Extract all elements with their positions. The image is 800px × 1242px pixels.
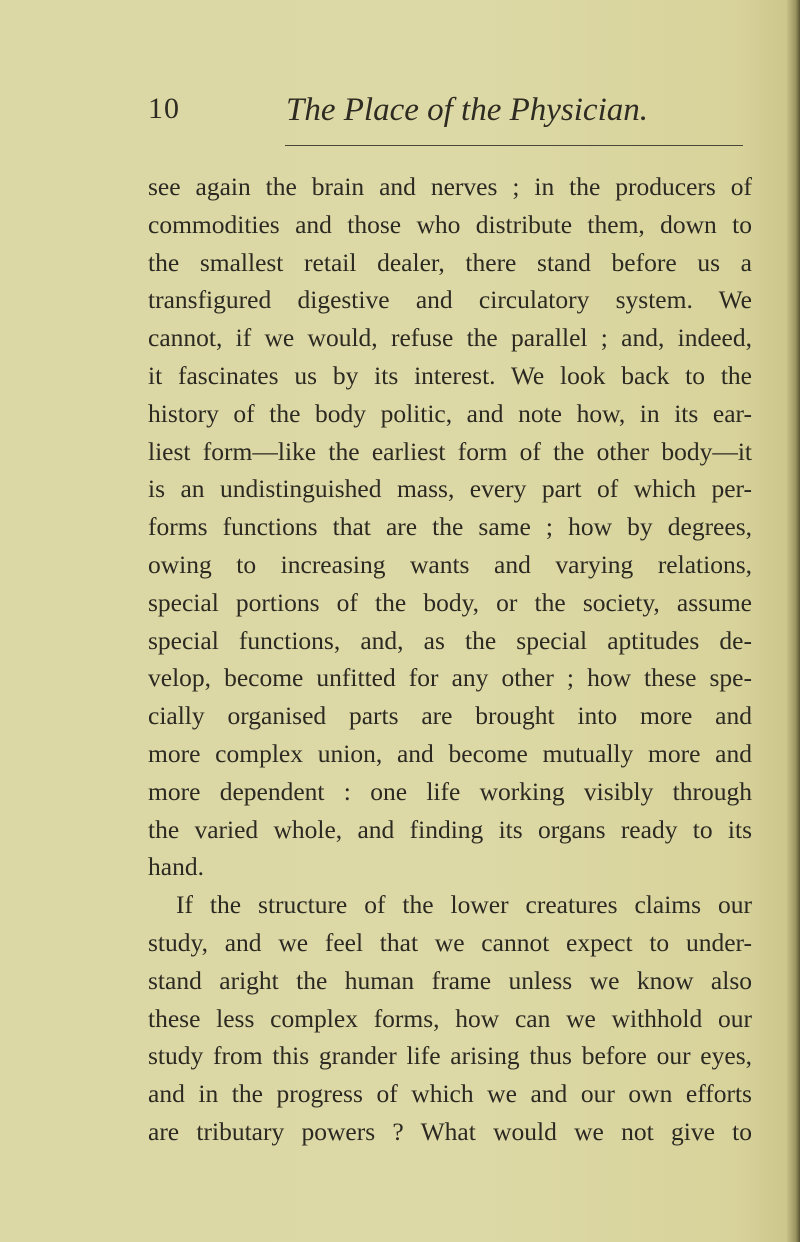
text-line: owing to increasing wants and varying relations,	[148, 549, 752, 579]
text-line: see again the brain and nerves ; in the producers of	[148, 172, 752, 201]
text-line: and in the progress of which we and our own efforts	[148, 1079, 752, 1109]
text-line: forms functions that are the same ; how by degrees,	[148, 512, 752, 542]
text-line: more complex union, and become mutually more and	[148, 738, 752, 768]
text-line: stand aright the human frame unless we know also	[148, 965, 752, 995]
text-line: cannot, if we would, refuse the parallel ; and, indeed,	[148, 323, 752, 353]
text-line: cially organised parts are brought into more and	[148, 701, 752, 731]
text-line: commodities and those who distribute them, down to	[148, 209, 752, 239]
header-rule	[285, 145, 743, 146]
text-line: more dependent : one life working visibly through	[148, 776, 752, 806]
text-line: is an undistinguished mass, every part of which per-	[148, 474, 752, 504]
page-number: 10	[148, 92, 180, 125]
text-line: liest form—like the earliest form of the other body—it	[148, 436, 752, 466]
text-line: these less complex forms, how can we withhold our	[148, 1003, 752, 1033]
page-header	[148, 92, 744, 132]
text-line: special functions, and, as the special aptitudes de-	[148, 625, 752, 655]
text-line: transfigured digestive and circulatory system. We	[148, 285, 752, 315]
text-line: If the structure of the lower creatures claims our	[176, 890, 752, 920]
text-line: velop, become unfitted for any other ; how these spe-	[148, 663, 752, 693]
text-line: study, and we feel that we cannot expect to under-	[148, 927, 752, 957]
text-line: history of the body politic, and note how, in its ear-	[148, 398, 752, 428]
text-line: hand.	[148, 852, 204, 882]
body-text	[148, 168, 752, 1151]
paragraph-1	[148, 168, 752, 886]
text-line: the smallest retail dealer, there stand before us a	[148, 247, 752, 277]
running-title: The Place of the Physician.	[286, 92, 648, 128]
text-line: are tributary powers ? What would we not give to	[148, 1116, 752, 1146]
text-line: special portions of the body, or the society, assume	[148, 587, 752, 617]
page-edge-shadow	[786, 0, 800, 1242]
text-line: it fascinates us by its interest. We look back to the	[148, 360, 752, 390]
paragraph-2	[148, 886, 752, 1151]
text-line: study from this grander life arising thus before our eyes,	[148, 1041, 752, 1071]
text-line: the varied whole, and finding its organs ready to its	[148, 814, 752, 844]
